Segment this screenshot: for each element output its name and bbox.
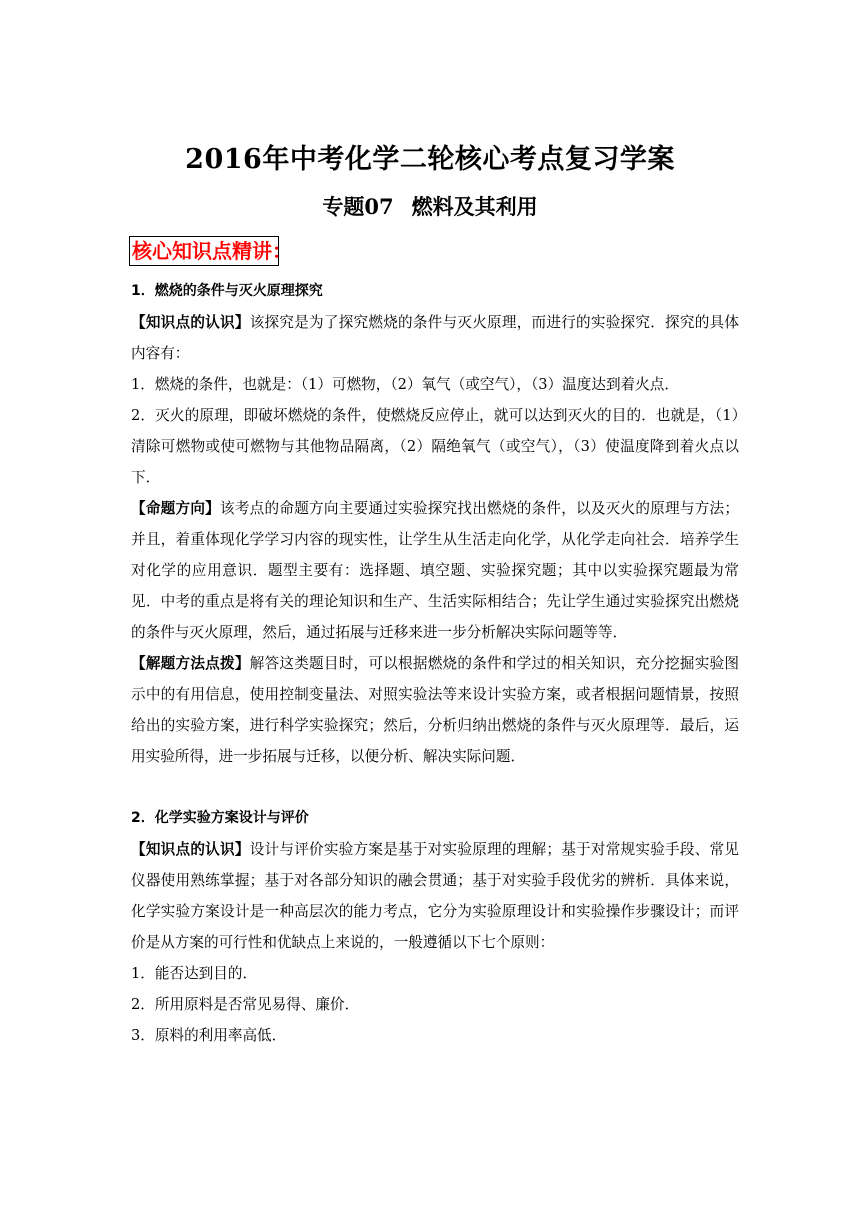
- intro-text: 设计与评价实验方案是基于对实验原理的理解；基于对常规实验手段、常见仪器使用熟练掌握；基于对各部分知识的融会贯通；基于对实验手段优劣的辨析．具体来说，化学实验方案设计是一种高层次的能力考点，它分为实验原理设计和实验操作步骤设计；而评价是从方案的可行性和优缺点上来说的，一般遵循以下七个原则：: [131, 841, 739, 951]
- section-2-point-2: 2．所用原料是否常见易得、廉价．: [131, 996, 360, 1013]
- topic-name: 燃料及其利用: [411, 194, 538, 219]
- section-2-heading: 2．化学实验方案设计与评价: [131, 810, 309, 826]
- knowledge-tag: 【知识点的认识】: [131, 841, 250, 858]
- section-label-box: 核心知识点精讲：: [129, 236, 279, 266]
- section-1-direction: [131, 493, 739, 648]
- section-2-point-3: 3．原料的利用率高低．: [131, 1027, 287, 1044]
- page-subtitle: [0, 192, 860, 222]
- section-2-point-1: 1．能否达到目的．: [131, 965, 258, 982]
- direction-text: 该考点的命题方向主要通过实验探究找出燃烧的条件，以及灭火的原理与方法；并且，着重体现化学学习内容的现实性，让学生从生活走向化学，从化学走向社会．培养学生对化学的应用意识．题型主要有：选择题、填空题、实验探究题；其中以实验探究题最为常见．中考的重点是将有关的理论知识和生产、生活实际相结合；先让学生通过实验探究出燃烧的条件与灭火原理，然后，通过拓展与迁移来进一步分析解决实际问题等等．: [131, 500, 739, 641]
- section-spacer: [131, 772, 739, 803]
- section-1-intro: [131, 307, 739, 369]
- section-2-intro: [131, 834, 739, 958]
- method-text: 解答这类题目时，可以根据燃烧的条件和学过的相关知识，充分挖掘实验图示中的有用信息，使用控制变量法、对照实验法等来设计实验方案，或者根据问题情景，按照给出的实验方案，进行科学实验探究；然后，分析归纳出燃烧的条件与灭火原理等．最后，运用实验所得，进一步拓展与迁移，以便分析、解决实际问题．: [131, 655, 739, 765]
- knowledge-tag: 【知识点的认识】: [131, 314, 250, 331]
- section-1-heading: 1．燃烧的条件与灭火原理探究: [131, 283, 323, 299]
- section-1-point-1: 1．燃烧的条件，也就是：（1）可燃物，（2）氧气（或空气），（3）温度达到着火点．: [131, 376, 679, 393]
- content-body: [131, 276, 739, 1051]
- method-tag: 【解题方法点拨】: [131, 655, 250, 672]
- intro-text: 该探究是为了探究燃烧的条件与灭火原理，而进行的实验探究．探究的具体内容有：: [131, 314, 739, 362]
- section-1-method: [131, 648, 739, 772]
- direction-tag: 【命题方向】: [131, 500, 221, 517]
- topic-number: 专题07: [322, 194, 394, 219]
- page-title: 2016年中考化学二轮核心考点复习学案: [185, 144, 675, 175]
- section-1-point-2: 2．灭火的原理，即破坏燃烧的条件，使燃烧反应停止，就可以达到灭火的目的．也就是，（1）清除可燃物或使可燃物与其他物品隔离，（2）隔绝氧气（或空气），（3）使温度降到着火点以下．: [131, 407, 739, 486]
